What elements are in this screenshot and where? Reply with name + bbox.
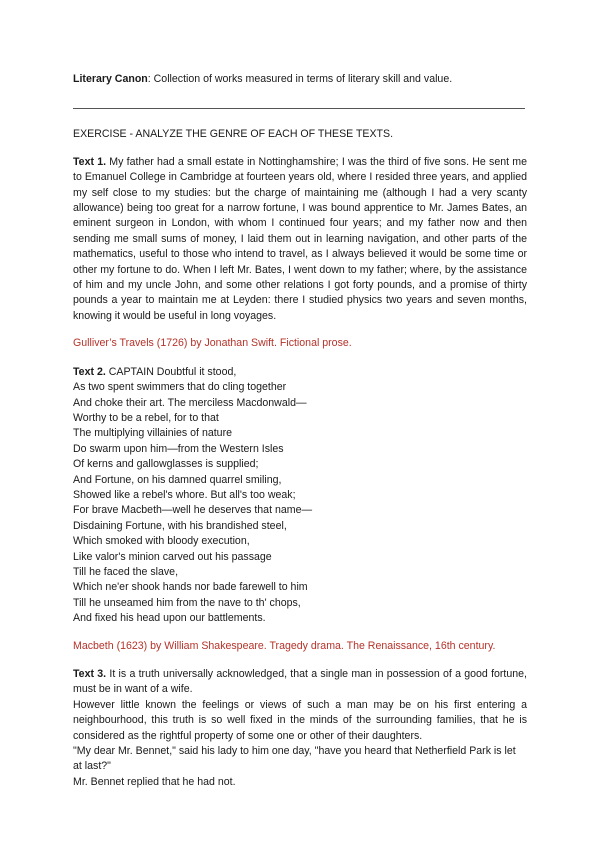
verse-line: Worthy to be a rebel, for to that bbox=[73, 411, 219, 424]
document-page bbox=[73, 72, 527, 790]
verse-line: Like valor's minion carved out his passage bbox=[73, 550, 272, 563]
verse-line: Till he unseamed him from the nave to th' chops, bbox=[73, 596, 301, 609]
text3-paragraph: Mr. Bennet replied that he had not. bbox=[73, 775, 236, 788]
exercise-heading: EXERCISE - ANALYZE THE GENRE OF EACH OF THESE TEXTS. bbox=[73, 128, 394, 141]
text1-label: Text 1. bbox=[73, 155, 107, 168]
verse-line: The multiplying villainies of nature bbox=[73, 427, 232, 440]
text3-paragraph: However little known the feelings or views of such a man may be on his first entering a neighbourhood, this truth is so well fixed in the minds of the surrounding families, that he is considered as the rightful property of some one or other of their daughters. bbox=[73, 698, 527, 742]
verse-line: Text 2. CAPTAIN Doubtful it stood, bbox=[73, 365, 237, 378]
verse-line: And choke their art. The merciless Macdonwald— bbox=[73, 396, 307, 409]
verse-line: For brave Macbeth—well he deserves that name— bbox=[73, 504, 313, 517]
verse-line: Which smoked with bloody execution, bbox=[73, 535, 250, 548]
text1-answer: Gulliver’s Travels (1726) by Jonathan Swift. Fictional prose. bbox=[73, 337, 352, 350]
text1-paragraph bbox=[73, 155, 527, 324]
text3-block bbox=[73, 667, 527, 790]
verse-line: As two spent swimmers that do cling together bbox=[73, 381, 287, 394]
text3-paragraph: Text 3. It is a truth universally acknowledged, that a single man in possession of a good fortune, must be in want of a wife. bbox=[73, 668, 527, 696]
verse-line: Disdaining Fortune, with his brandished steel, bbox=[73, 519, 287, 532]
verse-line: Which ne'er shook hands nor bade farewell to him bbox=[73, 581, 308, 594]
definition-line bbox=[73, 72, 527, 87]
text2-label: Text 2. bbox=[73, 365, 106, 378]
text2-verse bbox=[73, 365, 527, 627]
verse-line: And Fortune, on his damned quarrel smiling, bbox=[73, 473, 282, 486]
definition-text: : Collection of works measured in terms of literary skill and value. bbox=[147, 73, 453, 85]
text3-paragraph: "My dear Mr. Bennet," said his lady to him one day, "have you heard that Netherfield Park is let at last?" bbox=[73, 745, 516, 773]
horizontal-divider bbox=[73, 108, 525, 109]
definition-term: Literary Canon bbox=[73, 73, 148, 85]
text3-label: Text 3. bbox=[73, 668, 107, 680]
text2-answer: Macbeth (1623) by William Shakespeare. Tragedy drama. The Renaissance, 16th century. bbox=[73, 639, 496, 652]
verse-line: Till he faced the slave, bbox=[73, 565, 179, 578]
text1-body: My father had a small estate in Nottinghamshire; I was the third of five sons. He sent me to Emanuel College in Cambridge at fourteen years old, where I resided three years, and applied my self close to my studies: but the charge of maintaining me (although I had a very scanty allowance) being too great for a narrow fortune, I was bound apprentice to Mr. James Bates, an eminent surgeon in London, with whom I continued four years; and my father now and then sending me small sums of money, I laid them out in learning navigation, and other parts of the mathematics, useful to those who intend to travel, as I always believed it would be some time or other my fortune to do. When I left Mr. Bates, I went down to my father; where, by the assistance of him and my uncle John, and some other relations I got forty pounds, and a promise of thirty pounds a year to maintain me at Leyden: there I studied physics two years and seven months, knowing it would be useful in long voyages. bbox=[73, 155, 528, 322]
verse-line: Of kerns and gallowglasses is supplied; bbox=[73, 458, 259, 471]
verse-line: Do swarm upon him—from the Western Isles bbox=[73, 442, 284, 455]
verse-line: Showed like a rebel's whore. But all's too weak; bbox=[73, 488, 296, 501]
verse-line: And fixed his head upon our battlements. bbox=[73, 612, 266, 625]
